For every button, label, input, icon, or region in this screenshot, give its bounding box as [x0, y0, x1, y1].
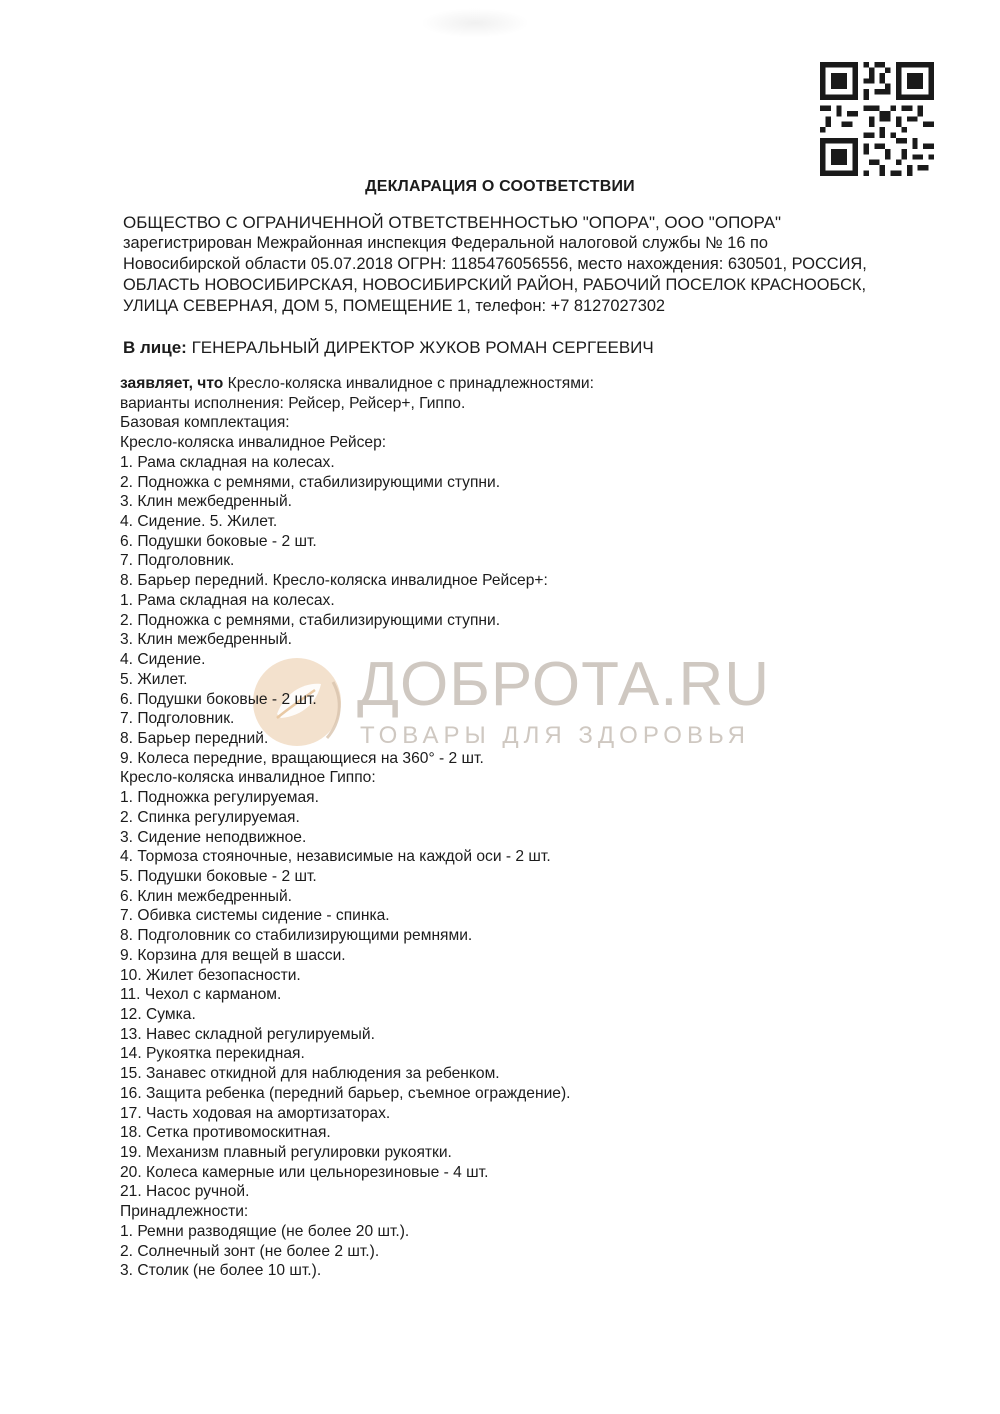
body-line: 19. Механизм плавный регулировки рукоятки. — [120, 1144, 452, 1162]
organization-details-line: ОБЛАСТЬ НОВОСИБИРСКАЯ, НОВОСИБИРСКИЙ РАЙОН, РАБОЧИЙ ПОСЕЛОК КРАСНООБСК, — [123, 276, 867, 294]
representative — [123, 338, 654, 358]
declaration-statement — [120, 374, 940, 394]
body-line: 2. Солнечный зонт (не более 2 шт.). — [120, 1242, 380, 1260]
body-line: 6. Клин межбедренный. — [120, 887, 293, 905]
body-line: 2. Подножка с ремнями, стабилизирующими ступни. — [120, 473, 501, 491]
body-line: 7. Подголовник. — [120, 710, 235, 728]
organization-block — [123, 212, 953, 317]
organization-name: ОБЩЕСТВО С ОГРАНИЧЕННОЙ ОТВЕТСТВЕННОСТЬЮ "ОПОРА", ООО "ОПОРА" — [123, 213, 782, 232]
body-line: Базовая комплектация: — [120, 414, 290, 432]
body-line: 1. Подножка регулируемая. — [120, 789, 319, 807]
body-line: 5. Подушки боковые - 2 шт. — [120, 867, 317, 885]
body-line: 5. Жилет. — [120, 670, 188, 688]
declaration-label: заявляет, что — [120, 375, 224, 392]
representative-label: В лице: — [123, 338, 187, 357]
body-line: 6. Подушки боковые - 2 шт. — [120, 532, 317, 550]
body-line: 21. Насос ручной. — [120, 1183, 250, 1201]
document-title: ДЕКЛАРАЦИЯ О СООТВЕТСТВИИ — [365, 178, 635, 195]
body-line: 6. Подушки боковые - 2 шт. — [120, 690, 317, 708]
body-line: 15. Занавес откидной для наблюдения за ребенком. — [120, 1065, 500, 1083]
body-line: 3. Сидение неподвижное. — [120, 828, 307, 846]
organization-details-line: Новосибирской области 05.07.2018 ОГРН: 1185476056556, место нахождения: 630501, РОССИЯ, — [123, 255, 867, 273]
body-line: 10. Жилет безопасности. — [120, 966, 301, 984]
watermark-title: ДОБРОТА.RU — [357, 650, 771, 719]
body-line: 9. Колеса передние, вращающиеся на 360° - 2 шт. — [120, 749, 484, 767]
body-line: Кресло-коляска инвалидное Гиппо: — [120, 769, 376, 787]
organization-details-line: зарегистрирован Межрайонная инспекция Федеральной налоговой службы № 16 по — [123, 234, 769, 252]
body-line: 20. Колеса камерные или цельнорезиновые - 4 шт. — [120, 1163, 489, 1181]
body-line: 4. Сидение. 5. Жилет. — [120, 513, 278, 531]
body-line: 12. Сумка. — [120, 1006, 196, 1023]
body-line: 7. Подголовник. — [120, 552, 235, 570]
body-line: 11. Чехол с карманом. — [120, 986, 282, 1004]
body-line: 17. Часть ходовая на амортизаторах. — [120, 1104, 391, 1122]
declaration-product: Кресло-коляска инвалидное с принадлежностями: — [227, 375, 594, 392]
body-line: 4. Тормоза стояночные, независимые на каждой оси - 2 шт. — [120, 848, 551, 866]
body-line: 4. Сидение. — [120, 651, 206, 669]
body-line: варианты исполнения: Рейсер, Рейсер+, Гиппо. — [120, 394, 466, 412]
body-line: 8. Барьер передний. — [120, 729, 269, 747]
body-line: 1. Рама складная на колесах. — [120, 591, 335, 609]
qr-code — [820, 62, 934, 176]
body-line: 3. Столик (не более 10 шт.). — [120, 1262, 322, 1280]
body-line: 13. Навес складной регулируемый. — [120, 1025, 375, 1043]
body-line: Принадлежности: — [120, 1203, 249, 1221]
body-line: 7. Обивка системы сидение - спинка. — [120, 907, 390, 925]
scan-smudge — [420, 8, 530, 38]
watermark-subtitle: ТОВАРЫ ДЛЯ ЗДОРОВЬЯ — [360, 722, 750, 749]
body-line: 8. Барьер передний. Кресло-коляска инвалидное Рейсер+: — [120, 572, 548, 590]
body-line: 1. Рама складная на колесах. — [120, 453, 335, 471]
body-line: 3. Клин межбедренный. — [120, 493, 293, 511]
body-line: 3. Клин межбедренный. — [120, 631, 293, 649]
body-line: Кресло-коляска инвалидное Рейсер: — [120, 434, 387, 452]
body-line: 18. Сетка противомоскитная. — [120, 1124, 331, 1142]
body-line: 9. Корзина для вещей в шасси. — [120, 946, 346, 964]
body-line: 16. Защита ребенка (передний барьер, съемное ограждение). — [120, 1084, 571, 1102]
body-line: 14. Рукоятка перекидная. — [120, 1045, 305, 1063]
body-line: 2. Подножка с ремнями, стабилизирующими ступни. — [120, 611, 501, 629]
organization-details-line: УЛИЦА СЕВЕРНАЯ, ДОМ 5, ПОМЕЩЕНИЕ 1, телефон: +7 8127027302 — [123, 297, 666, 315]
body-line: 1. Ремни разводящие (не более 20 шт.). — [120, 1222, 410, 1240]
body-line: 2. Спинка регулируемая. — [120, 808, 300, 826]
body-line: 8. Подголовник со стабилизирующими ремнями. — [120, 927, 473, 945]
representative-value: ГЕНЕРАЛЬНЫЙ ДИРЕКТОР ЖУКОВ РОМАН СЕРГЕЕВИЧ — [191, 338, 654, 357]
declaration-body — [120, 374, 940, 1281]
